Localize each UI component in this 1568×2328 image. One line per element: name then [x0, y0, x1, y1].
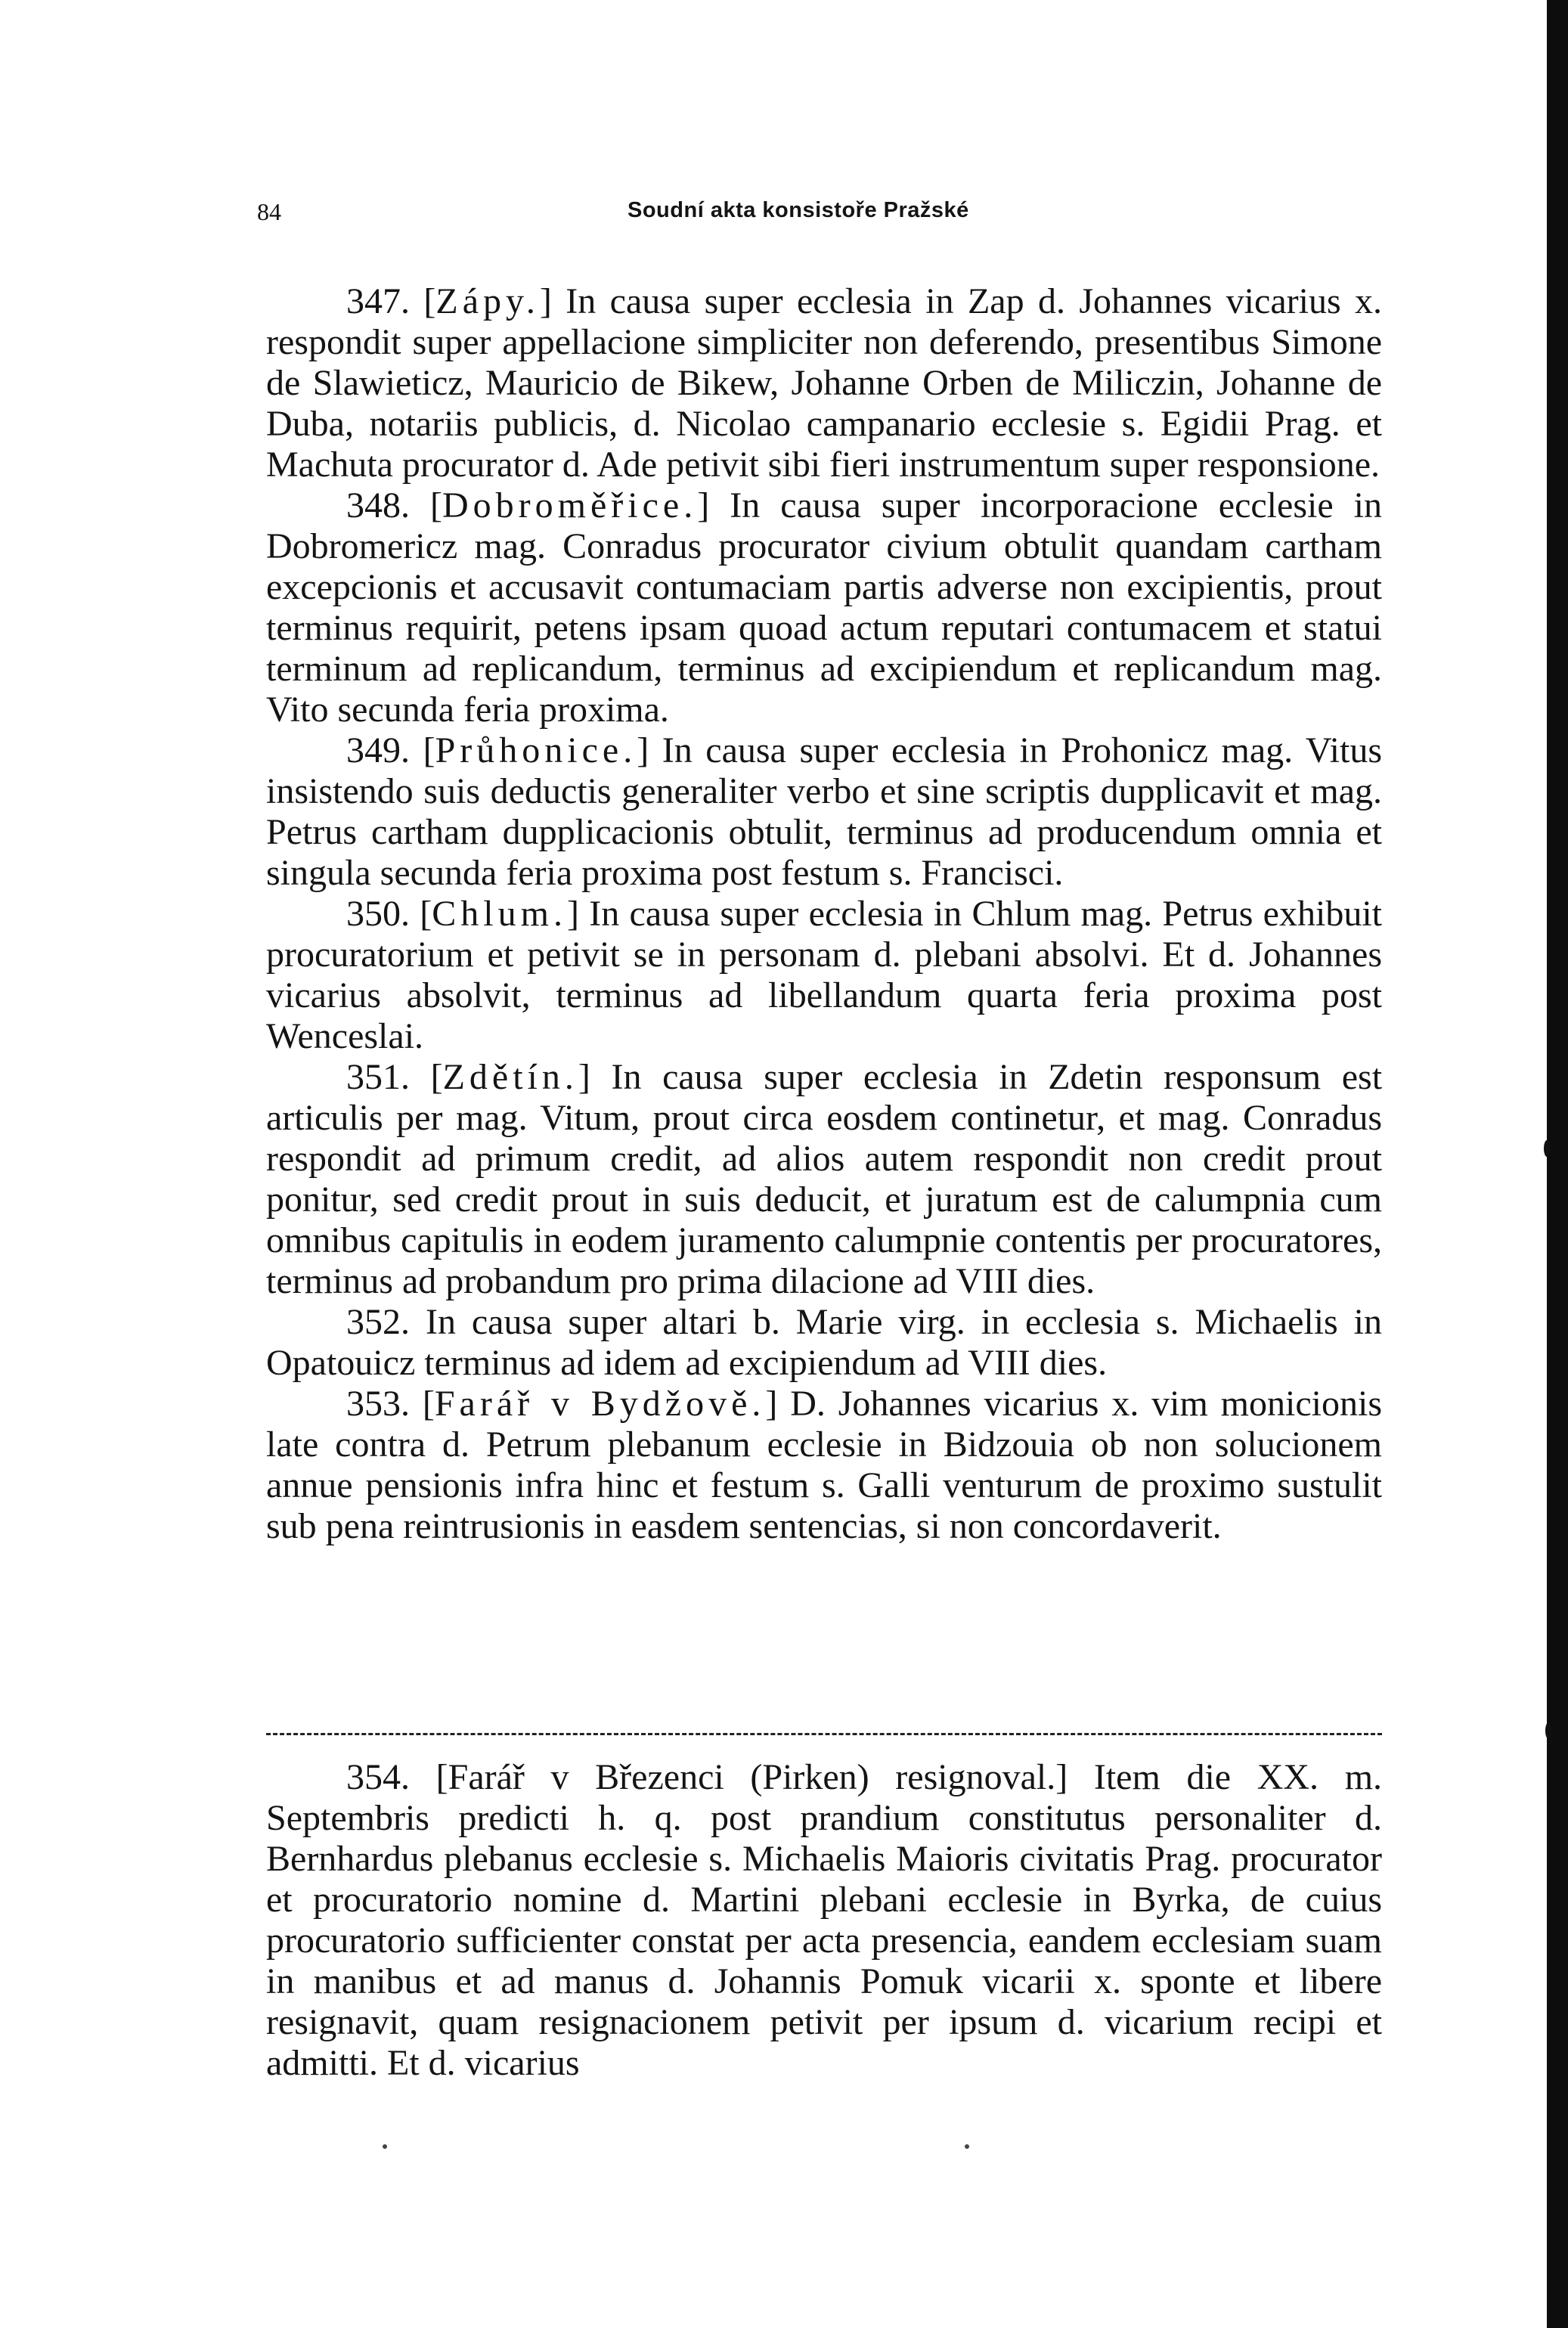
entry-text: In causa super ecclesia in Zap d. Johannes vicarius x. respondit super appellacione simpliciter non deferendo, presentibus Simone de Slawieticz, Mauricio de Bikew, Johanne Orben de Miliczin, Johanne de Duba, notariis publicis, d. Nicolao campanario ecclesie s. Egidii Prag. et Machuta procurator d. Ade petivit sibi fieri instrumentum super responsione. — [266, 281, 1383, 485]
entry-number: 350. — [346, 894, 410, 934]
entry: 350. [Chlum.] In causa super ecclesia in Chlum mag. Petrus exhibuit procuratorium et petivit se in personam d. plebani absolvi. Et d. Johannes vicarius absolvit, terminus ad libellandum quarta feria proxima post Wenceslai. — [266, 894, 1382, 1056]
entry-place: Zdětín. — [442, 1057, 578, 1097]
entry-text: In causa super incorporacione ecclesie in Dobromericz mag. Conradus procurator civium obtulit quandam cartham excepcionis et accusavit contumaciam partis adverse non excipientis, prout terminus requirit, petens ipsam quoad actum reputari contumacem et statui terminum ad replicandum, terminus ad excipiendum et replicandum mag. Vito secunda feria proxima. — [266, 485, 1383, 730]
entry-place: Chlum. — [432, 894, 567, 934]
scan-mark — [1545, 1722, 1551, 1739]
entry-place: Průhonice. — [435, 730, 637, 770]
entry-place: Farář v Bydžově. — [434, 1384, 766, 1424]
running-title: Soudní akta konsistoře Pražské — [628, 198, 969, 222]
entry-place: Dobroměřice. — [442, 485, 698, 525]
scan-speck — [965, 2144, 969, 2149]
entry-text: In causa super ecclesia in Chlum mag. Petrus exhibuit procuratorium et petivit se in personam d. plebani absolvi. Et d. Johannes vicarius absolvit, terminus ad libellandum quarta feria proxima post Wenceslai. — [266, 894, 1382, 1056]
entry-number: 351. — [346, 1057, 410, 1097]
entry-number: 354. — [346, 1757, 410, 1797]
entry-text: In causa super ecclesia in Prohonicz mag. Vitus insistendo suis deductis generaliter verbo et sine scriptis dupplicavit et mag. Petrus cartham dupplicacionis obtulit, terminus ad producendum omnia et singula secunda feria proxima post festum s. Francisci. — [266, 730, 1383, 893]
scan-mark — [1544, 1140, 1550, 1157]
entry-text: In causa super altari b. Marie virg. in ecclesia s. Michaelis in Opatouicz terminus ad idem ad excipiendum ad VIII dies. — [266, 1302, 1383, 1383]
entry-number: 349. — [346, 730, 410, 770]
entry: 354. [Farář v Březenci (Pirken) resignoval.] Item die XX. m. Septembris predicti h. q. post prandium constitutus personaliter d. Bernhardus plebanus ecclesie s. Michaelis Maioris civitatis Prag. procurator et procuratorio nomine d. Martini plebani ecclesie in Byrka, de cuius procuratorio sufficienter constat per acta presencia, eandem ecclesiam suam in manibus et ad manus d. Johannis Pomuk vicarii x. sponte et libere resignavit, quam resignacionem petivit per ipsum d. vicarium recipi et admitti. Et d. vicarius — [266, 1757, 1383, 2083]
entry-place: Farář v Březenci (Pirken) resignoval. — [448, 1757, 1056, 1797]
entry-number: 353. — [346, 1384, 410, 1424]
entry: 351. [Zdětín.] In causa super ecclesia in Zdetin responsum est articulis per mag. Vitum, prout circa eosdem continetur, et mag. Conradus respondit ad primum credit, ad alios autem respondit non credit prout ponitur, sed credit prout in suis deducit, et juratum est de calumpnia cum omnibus capitulis in eodem juramento calumpnie contentis per procuratores, terminus ad probandum pro prima dilacione ad VIII dies. — [266, 1057, 1383, 1301]
entry-number: 352. — [346, 1302, 410, 1342]
page-number: 84 — [257, 198, 281, 225]
entry: 347. [Zápy.] In causa super ecclesia in Zap d. Johannes vicarius x. respondit super appellacione simpliciter non deferendo, presentibus Simone de Slawieticz, Mauricio de Bikew, Johanne Orben de Miliczin, Johanne de Duba, notariis publicis, d. Nicolao campanario ecclesie s. Egidii Prag. et Machuta procurator d. Ade petivit sibi fieri instrumentum super responsione. — [266, 281, 1383, 485]
entry-text: Item die XX. m. Septembris predicti h. q. post prandium constitutus personaliter d. Bernhardus plebanus ecclesie s. Michaelis Maioris civitatis Prag. procurator et procuratorio nomine d. Martini plebani ecclesie in Byrka, de cuius procuratorio sufficienter constat per acta presencia, eandem ecclesiam suam in manibus et ad manus d. Johannis Pomuk vicarii x. sponte et libere resignavit, quam resignacionem petivit per ipsum d. vicarium recipi et admitti. Et d. vicarius — [266, 1757, 1383, 2083]
entries-block-continued — [266, 1757, 1382, 2084]
entries-block — [266, 281, 1382, 1547]
entry-place: Zápy. — [435, 281, 540, 321]
entry: 348. [Dobroměřice.] In causa super incorporacione ecclesie in Dobromericz mag. Conradus procurator civium obtulit quandam cartham excepcionis et accusavit contumaciam partis adverse non excipientis, prout terminus requirit, petens ipsam quoad actum reputari contumacem et statui terminum ad replicandum, terminus ad excipiendum et replicandum mag. Vito secunda feria proxima. — [266, 485, 1383, 730]
scan-speck — [383, 2144, 387, 2149]
dashed-divider — [266, 1733, 1382, 1735]
running-head — [257, 198, 1381, 236]
entry: 353. [Farář v Bydžově.] D. Johannes vicarius x. vim monicionis late contra d. Petrum plebanum ecclesie in Bidzouia ob non solucionem annue pensionis infra hinc et festum s. Galli venturum de proximo sustulit sub pena reintrusionis in easdem sentencias, si non concordaverit. — [266, 1384, 1383, 1546]
scan-edge — [1547, 0, 1568, 2328]
entry-text: D. Johannes vicarius x. vim monicionis late contra d. Petrum plebanum ecclesie in Bidzouia ob non solucionem annue pensionis infra hinc et festum s. Galli venturum de proximo sustulit sub pena reintrusionis in easdem sentencias, si non concordaverit. — [266, 1384, 1383, 1546]
entry-text: In causa super ecclesia in Zdetin responsum est articulis per mag. Vitum, prout circa eosdem continetur, et mag. Conradus respondit ad primum credit, ad alios autem respondit non credit prout ponitur, sed credit prout in suis deducit, et juratum est de calumpnia cum omnibus capitulis in eodem juramento calumpnie contentis per procuratores, terminus ad probandum pro prima dilacione ad VIII dies. — [266, 1057, 1383, 1301]
entry: 349. [Průhonice.] In causa super ecclesia in Prohonicz mag. Vitus insistendo suis deductis generaliter verbo et sine scriptis dupplicavit et mag. Petrus cartham dupplicacionis obtulit, terminus ad producendum omnia et singula secunda feria proxima post festum s. Francisci. — [266, 730, 1383, 893]
entry — [266, 1302, 1382, 1384]
entry-number: 348. — [346, 485, 410, 525]
entry-number: 347. — [346, 281, 410, 321]
